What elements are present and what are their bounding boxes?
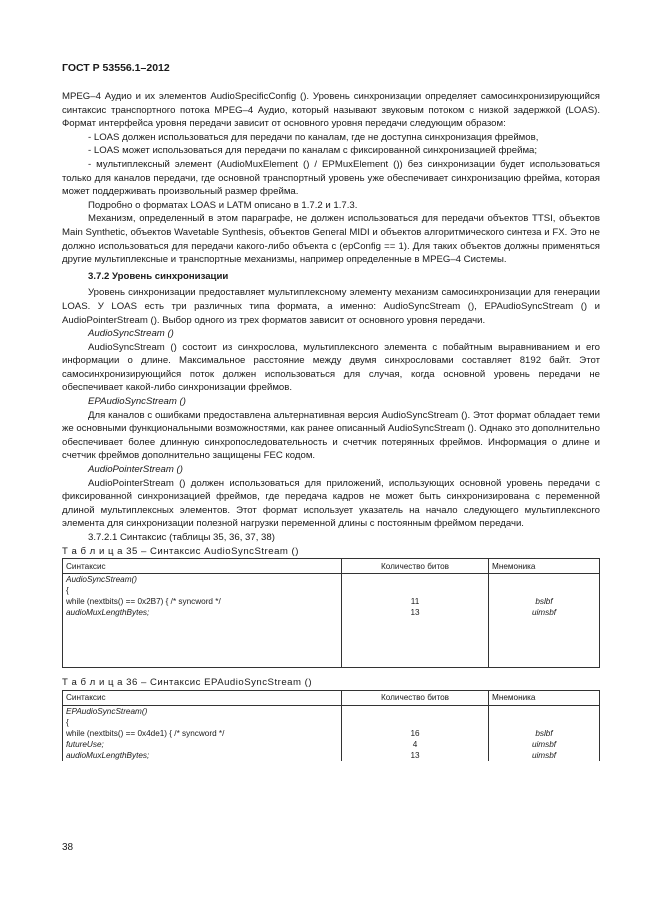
table-cell: uimsbf xyxy=(489,607,600,668)
paragraph: AudioSyncStream () состоит из синхрослова, мультиплексного элемента с побайтным выравниванием и его информации о длине. Максимальное расстояние между двумя синхрословами составляет 8192 байт. Этот самосинхронизирующийся поток должен использоваться для случая, когда основной уровень передачи не обеспечивает какой-либо синхронизации фреймов. xyxy=(62,341,600,394)
table-header: Количество битов xyxy=(342,690,489,705)
subheading: AudioSyncStream () xyxy=(88,328,174,340)
table-cell: 13 xyxy=(342,750,489,761)
table-header: Синтаксис xyxy=(63,559,342,574)
table-cell: uimsbf xyxy=(489,739,600,750)
document-header: ГОСТ Р 53556.1–2012 xyxy=(62,62,170,74)
table-cell: 11 xyxy=(342,596,489,607)
table-cell: bslbf xyxy=(489,596,600,607)
paragraph: Механизм, определенный в этом параграфе, не должен использоваться для передачи объектов TTSI, объектов Main Synthetic, объектов Wavetable Synthesis, объектов General MIDI и объектов алгоритмического синтеза и FX. Это не должно использоваться для передачи какого-либо объекта с (epConfig == 1). Для таких объектов должны применяться другие мультиплексные и транспортные механизмы, например определенные в MPEG–4 Системы. xyxy=(62,213,600,266)
paragraph: - LOAS должен использоваться для передачи по каналам, где не доступна синхронизация фреймов, xyxy=(88,131,539,143)
table-cell: audioMuxLengthBytes; xyxy=(63,750,342,761)
table-caption: Т а б л и ц а 36 – Синтаксис EPAudioSyncStream () xyxy=(62,677,313,689)
table-caption: Т а б л и ц а 35 – Синтаксис AudioSyncStream () xyxy=(62,545,299,557)
paragraph: - LOAS может использоваться для передачи по каналам с фиксированной синхронизацией фрейма; xyxy=(88,145,538,157)
table-cell: 4 xyxy=(342,739,489,750)
table-cell: while (nextbits() == 0x2B7) { /* syncword */ xyxy=(63,596,342,607)
document-body xyxy=(62,90,600,761)
table-cell: 16 xyxy=(342,728,489,739)
table-cell: futureUse; xyxy=(63,739,342,750)
paragraph: - мультиплексный элемент (AudioMuxElement () / EPMuxElement ()) без синхронизации будет использоваться только для каналов передачи, где основной транспортный уровень уже обеспечивает синхронизацию фрейма, которая может поддерживать произвольный размер фрейма. xyxy=(62,158,600,198)
paragraph: Для каналов с ошибками предоставлена альтернативная версия AudioSyncStream (). Этот формат обладает теми же основными функциональными возможностями, как ранее описанный AudioSyncStream (). Однако это дополнительно обеспечивает более длинную синхропоследовательность и счетчик потерянных фреймов. Информация о длине и счетчик фреймов дополнительно защищены FEC кодом. xyxy=(62,409,600,462)
table-cell xyxy=(489,574,600,586)
syntax-table-36 xyxy=(62,690,600,761)
table-header: Количество битов xyxy=(342,559,489,574)
table-cell: bslbf xyxy=(489,728,600,739)
table-cell xyxy=(342,574,489,586)
section-heading: 3.7.2 Уровень синхронизации xyxy=(88,270,229,282)
page-number: 38 xyxy=(62,842,74,853)
subheading: EPAudioSyncStream () xyxy=(88,396,186,408)
paragraph: MPEG–4 Аудио и их элементов AudioSpecificConfig (). Уровень синхронизации определяет самосинхронизирующийся синтаксис транспортного потока MPEG–4 Аудио, который называют звуковым потоком с низкой задержкой (LOAS). Формат интерфейса уровня передачи зависит от основного уровня передачи следующим образом: xyxy=(62,91,600,130)
paragraph: Подробно о форматах LOAS и LATM описано в 1.7.2 и 1.7.3. xyxy=(88,199,358,211)
table-cell: { xyxy=(63,585,342,596)
paragraph: 3.7.2.1 Синтаксис (таблицы 35, 36, 37, 38) xyxy=(88,532,275,543)
syntax-table-35 xyxy=(62,558,600,668)
table-header: Синтаксис xyxy=(63,690,342,705)
paragraph: Уровень синхронизации предоставляет мультиплексному элементу механизм самосинхронизации для генерации LOAS. У LOAS есть три различных типа формата, а именно: AudioSyncStream (), EPAudioSyncStream () и AudioPointerStream (). Выбор одного из трех форматов зависит от основного уровня передачи. xyxy=(62,287,600,326)
table-cell: AudioSyncStream() xyxy=(63,574,342,586)
subheading: AudioPointerStream () xyxy=(88,464,183,476)
table-header: Мнемоника xyxy=(489,559,600,574)
table-cell: uimsbf xyxy=(489,750,600,761)
table-cell: { xyxy=(63,717,342,728)
table-cell: EPAudioSyncStream() xyxy=(63,705,342,717)
paragraph: AudioPointerStream () должен использоваться для приложений, использующих основной уровень передачи с фиксированной синхронизацией фреймов, где передача кадров не может быть синхронизирована с переменной длиной мультиплексных элементов. Этот формат использует указатель на начало следующего мультиплексного элемента для синхронизации полезной нагрузки переменной длины с постоянным фреймом передачи. xyxy=(62,477,600,530)
table-cell: audioMuxLengthBytes; xyxy=(63,607,342,668)
table-cell: while (nextbits() == 0x4de1) { /* syncword */ xyxy=(63,728,342,739)
table-cell: 13 xyxy=(342,607,489,668)
table-header: Мнемоника xyxy=(489,690,600,705)
